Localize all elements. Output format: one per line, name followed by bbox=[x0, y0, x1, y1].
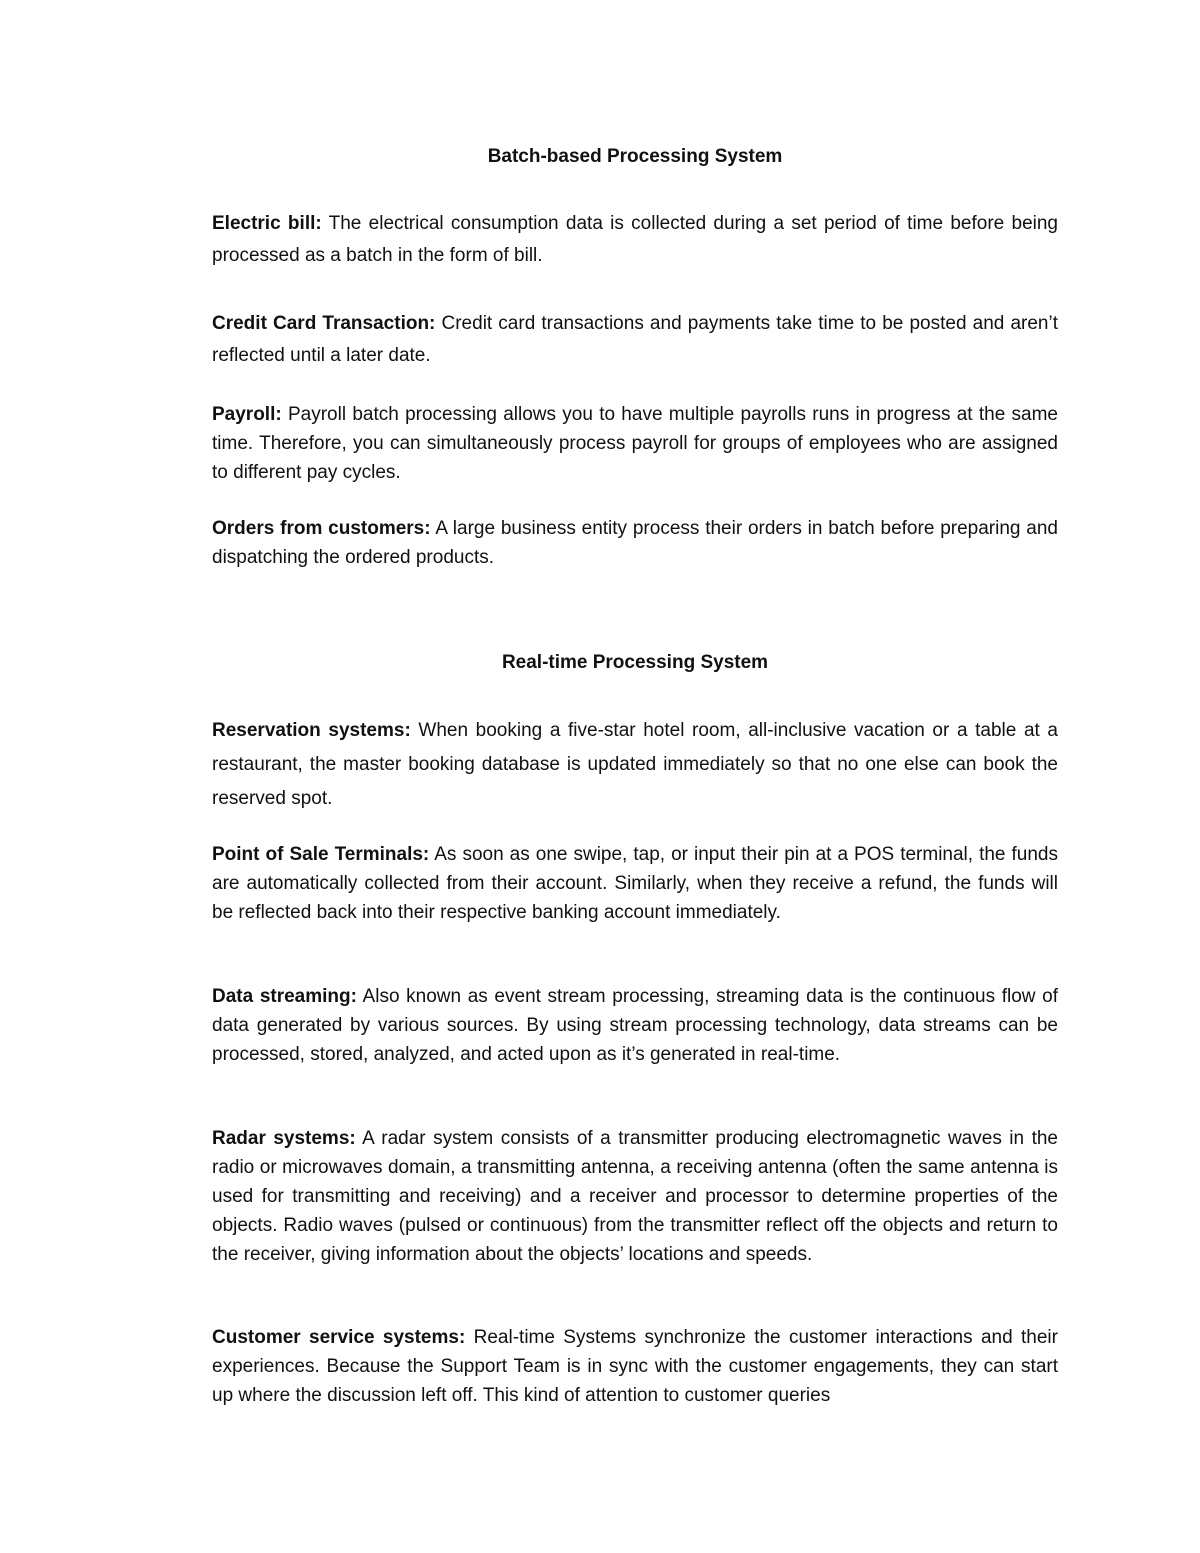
term-electric-bill: Electric bill: bbox=[212, 213, 322, 234]
term-radar: Radar systems: bbox=[212, 1128, 356, 1149]
text-reservation: When booking a five-star hotel room, all-inclusive vacation or a table at a restaurant, the master booking database is updated immediately so that no one else can book the reserved spot. bbox=[212, 720, 1058, 809]
term-credit-card: Credit Card Transaction: bbox=[212, 313, 436, 334]
text-electric-bill: The electrical consumption data is collected during a set period of time before being processed as a batch in the form of bill. bbox=[212, 213, 1058, 266]
term-pos: Point of Sale Terminals: bbox=[212, 844, 430, 865]
term-orders: Orders from customers: bbox=[212, 518, 431, 539]
term-payroll: Payroll: bbox=[212, 404, 282, 425]
paragraph-data-streaming bbox=[212, 982, 1058, 1069]
text-data-streaming: Also known as event stream processing, streaming data is the continuous flow of data generated by various sources. By using stream processing technology, data streams can be processed, stored, analyzed, and acted upon as it’s generated in real-time. bbox=[212, 986, 1058, 1065]
text-radar: A radar system consists of a transmitter producing electromagnetic waves in the radio or microwaves domain, a transmitting antenna, a receiving antenna (often the same antenna is used for transmitting and receiving) and a receiver and processor to determine properties of the objects. Radio waves (pulsed or continuous) from the transmitter reflect off the objects and return to the receiver, giving information about the objects’ locations and speeds. bbox=[212, 1128, 1058, 1265]
paragraph-credit-card bbox=[212, 308, 1058, 372]
paragraph-pos bbox=[212, 840, 1058, 927]
paragraph-radar bbox=[212, 1124, 1058, 1269]
paragraph-electric-bill bbox=[212, 208, 1058, 272]
text-payroll: Payroll batch processing allows you to have multiple payrolls runs in progress at the same time. Therefore, you can simultaneously process payroll for groups of employees who are assigned to different pay cycles. bbox=[212, 404, 1058, 483]
batch-section-heading: Batch-based Processing System bbox=[487, 146, 783, 167]
text-customer-service: Real-time Systems synchronize the customer interactions and their experiences. Because the Support Team is in sync with the customer engagements, they can start up where the discussion left off. This kind of attention to customer queries bbox=[212, 1327, 1058, 1406]
paragraph-payroll bbox=[212, 400, 1058, 487]
text-credit-card: Credit card transactions and payments take time to be posted and aren’t reflected until a later date. bbox=[212, 313, 1058, 366]
paragraph-orders bbox=[212, 514, 1058, 572]
realtime-section-heading: Real-time Processing System bbox=[501, 652, 769, 673]
text-pos: As soon as one swipe, tap, or input their pin at a POS terminal, the funds are automatically collected from their account. Similarly, when they receive a refund, the funds will be reflected back into their respective banking account immediately. bbox=[212, 844, 1058, 923]
paragraph-customer-service bbox=[212, 1323, 1058, 1410]
paragraph-reservation bbox=[212, 714, 1058, 816]
text-orders: A large business entity process their orders in batch before preparing and dispatching the ordered products. bbox=[212, 518, 1058, 568]
term-customer-service: Customer service systems: bbox=[212, 1327, 466, 1348]
term-reservation: Reservation systems: bbox=[212, 720, 411, 741]
term-data-streaming: Data streaming: bbox=[212, 986, 357, 1007]
